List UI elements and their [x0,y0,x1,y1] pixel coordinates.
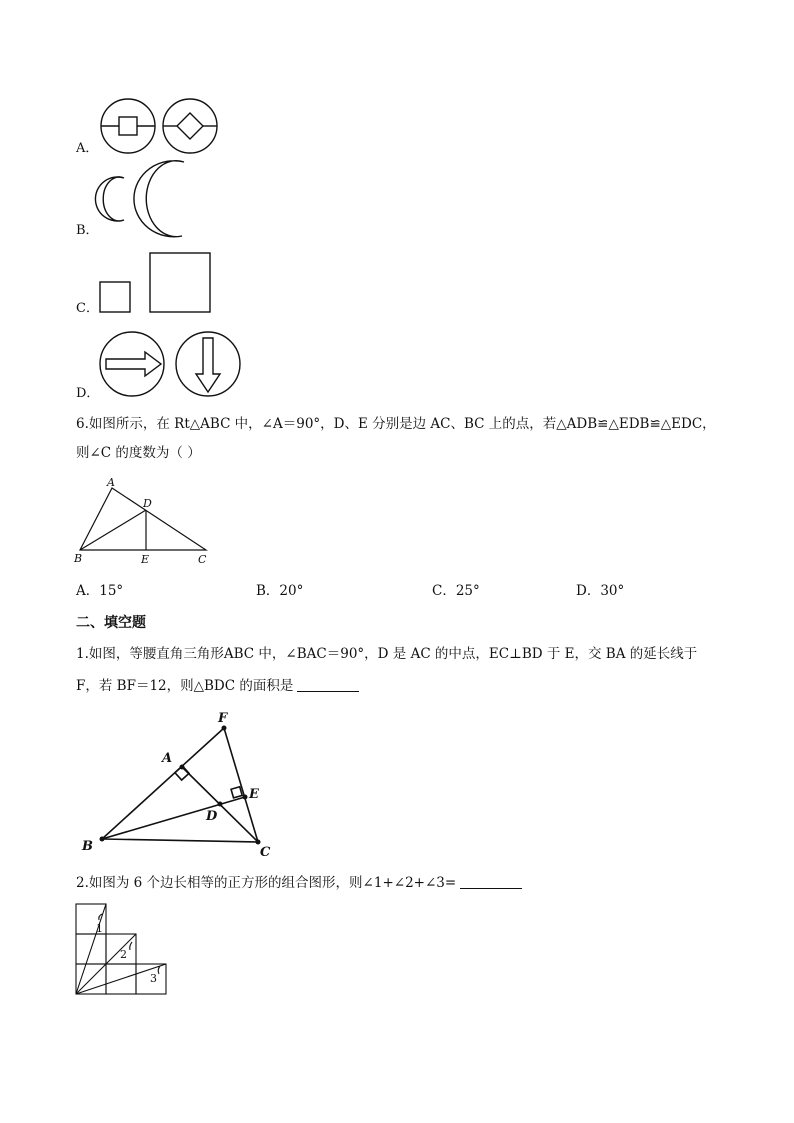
label-c: C [260,845,271,860]
segment-bc [102,839,258,842]
label-d: D [206,809,218,824]
q6-text-line2: 则∠C 的度数为（ ） [76,445,201,461]
label-b: B [74,552,83,565]
label-a: A [107,476,115,489]
square-hole [119,117,137,135]
option-b-label: B． [76,223,99,238]
q6-choice-a: A．15° [76,583,124,599]
angle-label-2: 2 [120,948,127,961]
large-square [150,253,210,312]
label-f: F [218,711,228,726]
fill1-figure [78,706,288,858]
diagonal-1 [76,904,106,994]
down-arrow [196,338,220,392]
label-a: A [162,751,173,766]
sign-circle-left [100,332,164,396]
option-d-figure [98,330,244,398]
angle-label-1: 1 [96,922,103,935]
option-b-figure [96,160,190,240]
label-c: C [198,553,207,566]
option-a-label: A． [76,141,99,156]
section-heading: 二、填空题 [76,615,146,631]
fill2-text-line1 [76,874,522,892]
small-square [100,282,130,312]
label-b: B [82,839,93,854]
option-c-label: C． [76,301,99,316]
fill2-text-body: 2.如图为 6 个边长相等的正方形的组合图形，则∠1+∠2+∠3= [76,875,457,891]
fill1-text-line2 [76,677,359,695]
fill2-squares-figure [74,900,168,996]
option-c-figure [98,250,214,314]
q6-choice-b: B．20° [256,583,304,599]
q6-triangle-figure [70,474,220,570]
segment-be [102,797,245,839]
option-d-label: D． [76,386,100,401]
fill1-answer-blank[interactable] [297,677,359,692]
label-d: D [143,497,152,510]
angle-label-3: 3 [150,972,157,985]
q6-choice-c: C．25° [432,583,480,599]
fill2-answer-blank[interactable] [460,874,522,889]
q6-text-line1: 6.如图所示，在 Rt△ABC 中，∠A＝90°，D、E 分别是边 AC、BC 上的点，若△ADB≌△EDB≌△EDC， [76,416,716,432]
right-angle-mark-e [231,787,242,798]
label-e: E [249,787,259,802]
label-e: E [141,553,150,566]
option-a-figure [98,96,222,158]
fill1-text-line2-body: F，若 BF＝12，则△BDC 的面积是 [76,678,294,694]
right-arrow [106,352,161,376]
q6-choice-d: D．30° [576,583,625,599]
large-crescent [134,161,184,237]
sign-circle-right [176,332,240,396]
small-crescent [95,177,124,221]
fill1-text-line1: 1.如图，等腰直角三角形ABC 中，∠BAC＝90°，D 是 AC 的中点，EC⊥BD 于 E，交 BA 的延长线于 [76,646,698,662]
diamond-hole [177,113,203,139]
